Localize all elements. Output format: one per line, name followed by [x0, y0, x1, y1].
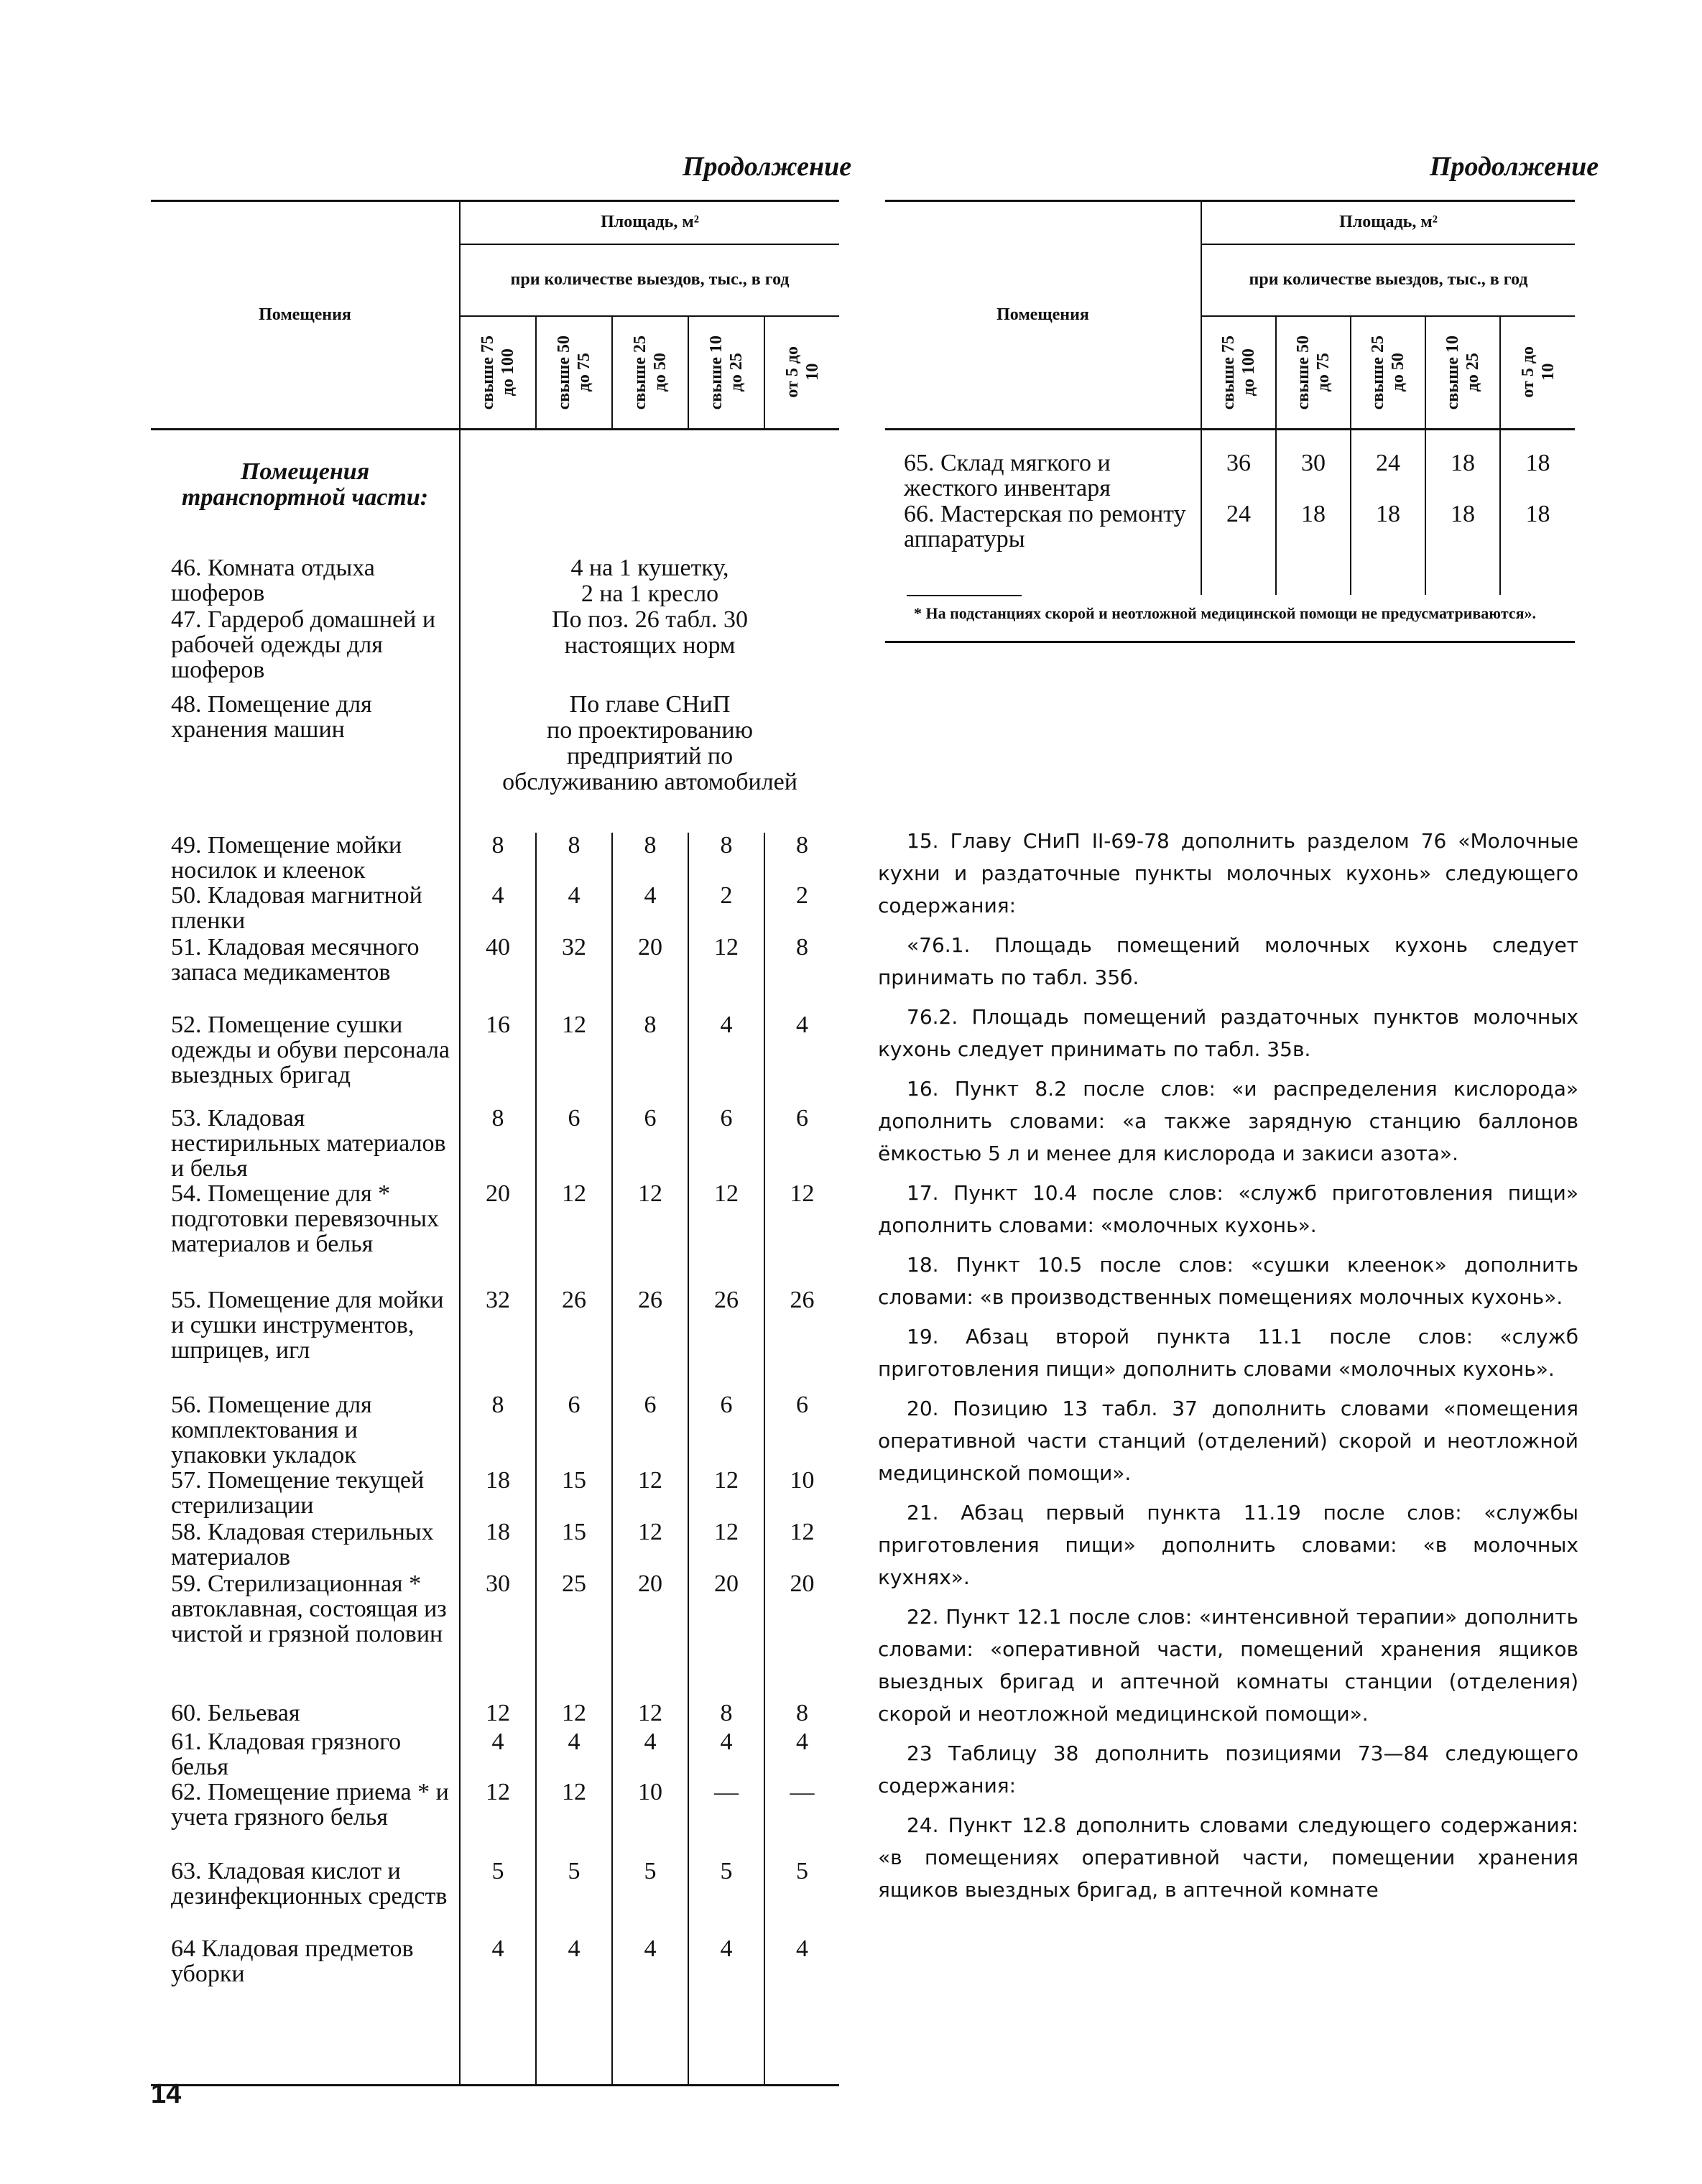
cell-value: 24 [1226, 500, 1251, 527]
table-row [151, 607, 839, 692]
cell-value: 32 [562, 933, 586, 961]
cell-value: 12 [790, 1180, 815, 1207]
row-name: 54. Помещение для * подготовки перевязочных материалов и белья [171, 1180, 439, 1257]
footnote: * На подстанциях скорой и неотложной медицинской помощи не предусматриваются». [914, 603, 1537, 622]
area-header: Площадь, м² [1201, 201, 1575, 244]
cell-value: 10 [790, 1466, 815, 1494]
table-row [885, 430, 1575, 501]
cell-value: 12 [562, 1180, 586, 1207]
table-row [151, 935, 839, 1012]
cell-value: 8 [491, 1391, 504, 1418]
cell-value: 5 [796, 1857, 809, 1884]
visits-header: при количестве выездов, тыс., в год [1201, 244, 1575, 316]
row-name: 59. Стерилизационная * автоклавная, состоящая из чистой и грязной половин [171, 1570, 447, 1647]
cell-value: 8 [796, 1699, 809, 1726]
row-name: 62. Помещение приема * и учета грязного белья [171, 1778, 449, 1831]
paragraph: 22. Пункт 12.1 после слов: «интенсивной терапии» дополнить словами: «оперативной части, помещений хранения ящиков выездных бригад и аптечной комнаты станции (отделения) скорой и неотложной медицинской помощи». [878, 1605, 1578, 1726]
row-name: 57. Помещение текущей стерилизации [171, 1466, 425, 1519]
cell-value: 4 [644, 882, 657, 909]
cell-value: 20 [638, 933, 662, 961]
section-title: Помещения транспортной части: [181, 458, 429, 511]
cell-value: 2 [720, 882, 733, 909]
cell-value: 18 [1301, 500, 1326, 527]
row-name: 47. Гардероб домашней и рабочей одежды для шоферов [171, 606, 436, 683]
cell-value: 4 [491, 1935, 504, 1962]
cell-value: 18 [486, 1518, 510, 1545]
cell-value: 4 [796, 1935, 809, 1962]
cell-value: 6 [568, 1104, 581, 1132]
cell-value: 12 [638, 1466, 662, 1494]
cell-value: 12 [714, 1466, 739, 1494]
cell-value: 18 [1525, 500, 1550, 527]
cell-value: 12 [638, 1180, 662, 1207]
row-name: 52. Помещение сушки одежды и обуви персонала выездных бригад [171, 1011, 450, 1088]
paragraph: 19. Абзац второй пункта 11.1 после слов: «служб приготовления пищи» дополнить словами «молочных кухонь». [878, 1325, 1578, 1381]
merged-value: 4 на 1 кушетку, 2 на 1 кресло [570, 554, 729, 607]
paragraph: 20. Позицию 13 табл. 37 дополнить словами «помещения оперативной части станций (отделений) скорой и неотложной медицинской помощи». [878, 1397, 1578, 1485]
cell-value: 12 [562, 1011, 586, 1038]
column-header-label: свыше 10 до 25 [707, 335, 746, 410]
cell-value: 12 [714, 933, 739, 961]
paragraph: 16. Пункт 8.2 после слов: «и распределения кислорода» дополнить словами: «а также зарядную станцию баллонов ёмкостью 5 л и менее для кислорода и закиси азота». [878, 1077, 1578, 1165]
cell-value: 10 [638, 1778, 662, 1805]
column-header [612, 316, 688, 430]
cell-value: 12 [638, 1518, 662, 1545]
column-header-label: свыше 50 до 75 [1294, 335, 1333, 410]
column-header [1276, 316, 1351, 430]
cell-value: 15 [562, 1466, 586, 1494]
cell-value: 8 [491, 831, 504, 859]
cell-value: 8 [644, 1011, 657, 1038]
row-name: 58. Кладовая стерильных материалов [171, 1518, 434, 1570]
cell-value: 8 [644, 831, 657, 859]
cell-value: 18 [1376, 500, 1400, 527]
row-name: 53. Кладовая нестирильных материалов и белья [171, 1104, 446, 1182]
cell-value: 12 [714, 1518, 739, 1545]
area-header: Площадь, м² [460, 201, 839, 244]
cell-value: 18 [1525, 450, 1550, 476]
cell-value: 26 [714, 1286, 739, 1313]
table-row [885, 501, 1575, 595]
column-header [1500, 316, 1575, 430]
cell-value: 40 [486, 933, 510, 961]
cell-value: 6 [796, 1104, 809, 1132]
table-row [151, 1701, 839, 1729]
left-table [151, 200, 839, 2086]
cell-value: 25 [562, 1570, 586, 1597]
paragraph: 24. Пункт 12.8 дополнить словами следующего содержания: «в помещениях оперативной части, помещении хранения ящиков выездных бригад, в аптечной комнате [878, 1813, 1578, 1902]
cell-value: 18 [486, 1466, 510, 1494]
cell-value: 6 [720, 1104, 733, 1132]
rooms-header: Помещения [151, 201, 460, 430]
row-name: 65. Склад мягкого и жесткого инвентаря [904, 450, 1111, 501]
cell-value: 12 [638, 1699, 662, 1726]
cell-value: 4 [491, 1728, 504, 1755]
cell-value: 12 [486, 1699, 510, 1726]
merged-value: По поз. 26 табл. 30 настоящих норм [552, 606, 748, 659]
cell-value: 30 [486, 1570, 510, 1597]
table-row [151, 1519, 839, 1571]
column-header-label: свыше 75 до 100 [478, 335, 517, 410]
cell-value: 4 [720, 1728, 733, 1755]
cell-value: 2 [796, 882, 809, 909]
row-name: 66. Мастерская по ремонту аппаратуры [904, 500, 1186, 552]
paragraph: «76.1. Площадь помещений молочных кухонь следует принимать по табл. 35б. [878, 933, 1578, 989]
cell-value: 20 [638, 1570, 662, 1597]
row-name: 55. Помещение для мойки и сушки инструментов, шприцев, игл [171, 1286, 444, 1364]
row-name: 60. Бельевая [171, 1699, 300, 1726]
cell-value: 5 [491, 1857, 504, 1884]
table-row [151, 1106, 839, 1181]
cell-value: 12 [714, 1180, 739, 1207]
cell-value: 26 [562, 1286, 586, 1313]
cell-value: 8 [796, 831, 809, 859]
row-name: 63. Кладовая кислот и дезинфекционных средств [171, 1857, 448, 1910]
right-table [885, 200, 1575, 643]
column-header-label: от 5 до 10 [1518, 346, 1558, 399]
cell-value: 16 [486, 1011, 510, 1038]
column-header [460, 316, 536, 430]
table-row [151, 1287, 839, 1392]
table-row [151, 1181, 839, 1287]
table-row [151, 1729, 839, 1780]
cell-value: 20 [790, 1570, 815, 1597]
cell-value: 36 [1226, 450, 1251, 476]
cell-value: 18 [1451, 450, 1475, 476]
paragraph: 18. Пункт 10.5 после слов: «сушки клеенок» дополнить словами: «в производственных помещениях молочных кухонь». [878, 1253, 1578, 1309]
cell-value: — [790, 1778, 815, 1805]
row-name: 50. Кладовая магнитной пленки [171, 882, 422, 934]
cell-value: 8 [720, 1699, 733, 1726]
table-row [151, 883, 839, 935]
table-row [151, 555, 839, 607]
table-row [151, 1012, 839, 1106]
left-continuation-label: Продолжение [683, 152, 852, 182]
table-row [151, 1571, 839, 1701]
cell-value: 4 [644, 1728, 657, 1755]
cell-value: 4 [720, 1935, 733, 1962]
cell-value: 12 [790, 1518, 815, 1545]
cell-value: 8 [491, 1104, 504, 1132]
cell-value: 6 [644, 1391, 657, 1418]
row-name: 46. Комната отдыха шоферов [171, 554, 375, 606]
cell-value: 32 [486, 1286, 510, 1313]
cell-value: — [714, 1778, 739, 1805]
cell-value: 6 [568, 1391, 581, 1418]
cell-value: 4 [720, 1011, 733, 1038]
row-name: 64 Кладовая предметов уборки [171, 1935, 414, 1987]
cell-value: 4 [796, 1728, 809, 1755]
cell-value: 20 [714, 1570, 739, 1597]
row-name: 49. Помещение мойки носилок и клеенок [171, 831, 402, 884]
column-header [764, 316, 839, 430]
cell-value: 4 [568, 1935, 581, 1962]
table-row [151, 1468, 839, 1519]
cell-value: 4 [796, 1011, 809, 1038]
table-row [151, 833, 839, 883]
page-number: 14 [151, 2079, 182, 2109]
cell-value: 8 [568, 831, 581, 859]
column-header [536, 316, 612, 430]
cell-value: 5 [720, 1857, 733, 1884]
column-header-label: свыше 50 до 75 [555, 335, 593, 410]
cell-value: 12 [562, 1699, 586, 1726]
cell-value: 26 [790, 1286, 815, 1313]
column-header [1351, 316, 1425, 430]
footnote-block [885, 595, 1575, 643]
cell-value: 4 [644, 1935, 657, 1962]
cell-value: 8 [720, 831, 733, 859]
table-row [151, 1936, 839, 2021]
rooms-header: Помещения [885, 201, 1201, 430]
paragraph: 23 Таблицу 38 дополнить позициями 73—84 следующего содержания: [878, 1741, 1578, 1797]
cell-value: 4 [568, 1728, 581, 1755]
cell-value: 24 [1376, 450, 1400, 476]
column-header [688, 316, 764, 430]
table-row [151, 692, 839, 833]
right-continuation-label: Продолжение [1430, 152, 1599, 182]
paragraph: 17. Пункт 10.4 после слов: «служб приготовления пищи» дополнить словами: «молочных кухонь». [878, 1181, 1578, 1237]
column-header-label: свыше 75 до 100 [1219, 335, 1258, 410]
paragraph: 15. Главу СНиП II-69-78 дополнить разделом 76 «Молочные кухни и раздаточные пункты молочных кухонь» следующего содержания: [878, 829, 1578, 917]
row-name: 61. Кладовая грязного белья [171, 1728, 402, 1780]
row-name: 51. Кладовая месячного запаса медикаментов [171, 933, 420, 986]
column-header-label: свыше 10 до 25 [1443, 335, 1482, 410]
column-header-label: свыше 25 до 50 [631, 335, 670, 410]
table-row [151, 1780, 839, 1859]
cell-value: 8 [796, 933, 809, 961]
row-name: 48. Помещение для хранения машин [171, 690, 372, 743]
row-name: 56. Помещение для комплектования и упаковки укладок [171, 1391, 372, 1468]
cell-value: 5 [568, 1857, 581, 1884]
paragraph: 21. Абзац первый пункта 11.19 после слов: «службы приготовления пищи» дополнить словами: «в молочных кухнях». [878, 1501, 1578, 1589]
cell-value: 6 [644, 1104, 657, 1132]
cell-value: 12 [562, 1778, 586, 1805]
cell-value: 6 [796, 1391, 809, 1418]
cell-value: 6 [720, 1391, 733, 1418]
column-header [1201, 316, 1276, 430]
cell-value: 18 [1451, 500, 1475, 527]
merged-value: По главе СНиП по проектированию предприятий по обслуживанию автомобилей [502, 690, 797, 795]
table-row [151, 1392, 839, 1468]
cell-value: 26 [638, 1286, 662, 1313]
cell-value: 15 [562, 1518, 586, 1545]
body-text [878, 825, 1578, 1913]
cell-value: 4 [491, 882, 504, 909]
column-header-label: от 5 до 10 [782, 346, 822, 399]
paragraph: 76.2. Площадь помещений раздаточных пунктов молочных кухонь следует принимать по табл. 35в. [878, 1005, 1578, 1061]
cell-value: 30 [1301, 450, 1326, 476]
cell-value: 5 [644, 1857, 657, 1884]
column-header-label: свыше 25 до 50 [1369, 335, 1407, 410]
cell-value: 12 [486, 1778, 510, 1805]
column-header [1425, 316, 1500, 430]
cell-value: 20 [486, 1180, 510, 1207]
visits-header: при количестве выездов, тыс., в год [460, 244, 839, 316]
cell-value: 4 [568, 882, 581, 909]
table-row [151, 1859, 839, 1936]
